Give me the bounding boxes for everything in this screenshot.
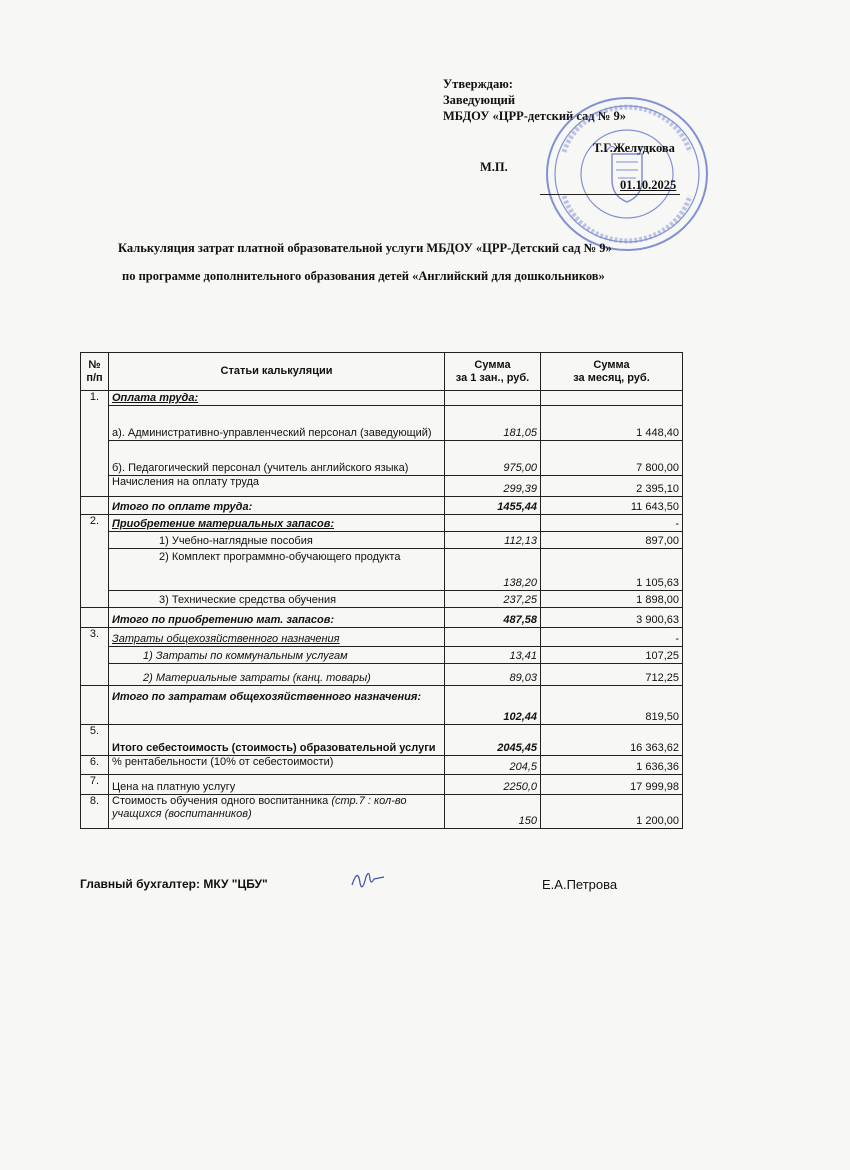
approval-organization: МБДОУ «ЦРР-детский сад № 9»: [443, 109, 626, 123]
empty-cell: [445, 515, 541, 532]
table-row: [81, 532, 683, 549]
item-value-month: 1 448,40: [541, 406, 683, 441]
approval-label: Утверждаю:: [443, 77, 513, 91]
item-name-main: Стоимость обучения одного воспитанника: [112, 795, 332, 807]
item-value-lesson: 975,00: [445, 441, 541, 476]
document-title: [118, 234, 612, 290]
handwritten-signature: [348, 863, 388, 893]
item-name: Итого себестоимость (стоимость) образовательной услуги: [109, 725, 445, 756]
total-value-lesson: 1455,44: [445, 497, 541, 515]
row-number: 3.: [81, 628, 109, 686]
item-value-lesson: 2045,45: [445, 725, 541, 756]
table-row: [81, 756, 683, 775]
total-value-lesson: 102,44: [445, 686, 541, 725]
item-name: [109, 795, 445, 829]
item-name: 1) Затраты по коммунальным услугам: [109, 647, 445, 664]
row-number: 8.: [81, 795, 109, 829]
row-number: 7.: [81, 775, 109, 795]
table-row: [81, 591, 683, 608]
item-value-lesson: 138,20: [445, 549, 541, 591]
item-name-formula: (стр.7 : кол-во учащихся (воспитанников): [112, 795, 407, 820]
item-name: 2) Материальные затраты (канц. товары): [109, 664, 445, 686]
item-value-lesson: 181,05: [445, 406, 541, 441]
table-row: [81, 647, 683, 664]
header-number: № п/п: [81, 353, 109, 391]
row-number: 6.: [81, 756, 109, 775]
header-items: Статьи калькуляции: [109, 353, 445, 391]
total-value-month: 11 643,50: [541, 497, 683, 515]
item-value-lesson: 13,41: [445, 647, 541, 664]
section-title: Оплата труда:: [109, 391, 445, 406]
item-value-lesson: 204,5: [445, 756, 541, 775]
item-value-lesson: 2250,0: [445, 775, 541, 795]
item-value-month: 1 200,00: [541, 795, 683, 829]
header-sum-per-lesson-2: за 1 зан., руб.: [455, 371, 530, 384]
table-row: [81, 406, 683, 441]
table-row: [81, 549, 683, 591]
approval-date: 01.10.2025: [620, 178, 677, 192]
header-sum-per-month-1: Сумма: [593, 358, 630, 371]
table-row: [81, 391, 683, 406]
header-sum-per-month: [541, 353, 683, 391]
row-number: 2.: [81, 515, 109, 608]
item-value-month: 107,25: [541, 647, 683, 664]
table-header-row: [81, 353, 683, 391]
total-value-month: 3 900,63: [541, 608, 683, 628]
item-name: % рентабельности (10% от себестоимости): [109, 756, 445, 775]
item-value-month: 16 363,62: [541, 725, 683, 756]
item-value-month: 897,00: [541, 532, 683, 549]
empty-cell: [541, 391, 683, 406]
calculation-table: [80, 352, 683, 829]
table-row-total: [81, 497, 683, 515]
item-value-lesson: 237,25: [445, 591, 541, 608]
total-name: Итого по затратам общехозяйственного назначения:: [109, 686, 445, 725]
item-name: а). Административно-управленческий персонал (заведующий): [109, 406, 445, 441]
item-value-month: 2 395,10: [541, 476, 683, 497]
section-title: Приобретение материальных запасов:: [109, 515, 445, 532]
item-value-lesson: 89,03: [445, 664, 541, 686]
signature-line: [540, 194, 680, 195]
table-row: [81, 441, 683, 476]
header-sum-per-lesson: [445, 353, 541, 391]
item-value-lesson: 299,39: [445, 476, 541, 497]
row-number: 1.: [81, 391, 109, 497]
stamp-place-label: М.П.: [480, 160, 508, 174]
total-name: Итого по приобретению мат. запасов:: [109, 608, 445, 628]
empty-cell: [81, 497, 109, 515]
item-value-month: 1 105,63: [541, 549, 683, 591]
section-value-month: -: [541, 628, 683, 647]
table-row: [81, 795, 683, 829]
header-sum-per-lesson-1: Сумма: [474, 358, 511, 371]
section-value-month: -: [541, 515, 683, 532]
item-name: 2) Комплект программно-обучающего продукта: [109, 549, 445, 591]
approver-name: Т.Г.Желудкова: [593, 141, 675, 155]
item-name: Начисления на оплату труда: [109, 476, 445, 497]
header-sum-per-month-2: за месяц, руб.: [573, 371, 650, 384]
table-row: [81, 515, 683, 532]
item-name: 1) Учебно-наглядные пособия: [109, 532, 445, 549]
total-value-lesson: 487,58: [445, 608, 541, 628]
item-name: б). Педагогический персонал (учитель английского языка): [109, 441, 445, 476]
row-number: 5.: [81, 725, 109, 756]
item-value-lesson: 112,13: [445, 532, 541, 549]
table-row: [81, 476, 683, 497]
official-seal-stamp: [542, 92, 712, 256]
item-value-month: 17 999,98: [541, 775, 683, 795]
item-value-lesson: 150: [445, 795, 541, 829]
section-title: Затраты общехозяйственного назначения: [109, 628, 445, 647]
table-row-total: [81, 608, 683, 628]
accountant-label: Главный бухгалтер: МКУ "ЦБУ": [80, 877, 268, 891]
item-value-month: 712,25: [541, 664, 683, 686]
approval-position: Заведующий: [443, 93, 516, 107]
item-value-month: 7 800,00: [541, 441, 683, 476]
item-value-month: 1 898,00: [541, 591, 683, 608]
item-value-month: 1 636,36: [541, 756, 683, 775]
empty-cell: [445, 391, 541, 406]
accountant-name: Е.А.Петрова: [542, 877, 618, 892]
total-value-month: 819,50: [541, 686, 683, 725]
total-name: Итого по оплате труда:: [109, 497, 445, 515]
empty-cell: [81, 608, 109, 628]
table-row-total: [81, 686, 683, 725]
table-row: [81, 775, 683, 795]
title-line-2: по программе дополнительного образования детей «Английский для дошкольников»: [122, 269, 605, 283]
table-row: [81, 725, 683, 756]
item-name: 3) Технические средства обучения: [109, 591, 445, 608]
table-row: [81, 664, 683, 686]
table-row: [81, 628, 683, 647]
empty-cell: [81, 686, 109, 725]
empty-cell: [445, 628, 541, 647]
title-line-1: Калькуляция затрат платной образовательной услуги МБДОУ «ЦРР-Детский сад № 9»: [118, 241, 612, 255]
item-name: Цена на платную услугу: [109, 775, 445, 795]
